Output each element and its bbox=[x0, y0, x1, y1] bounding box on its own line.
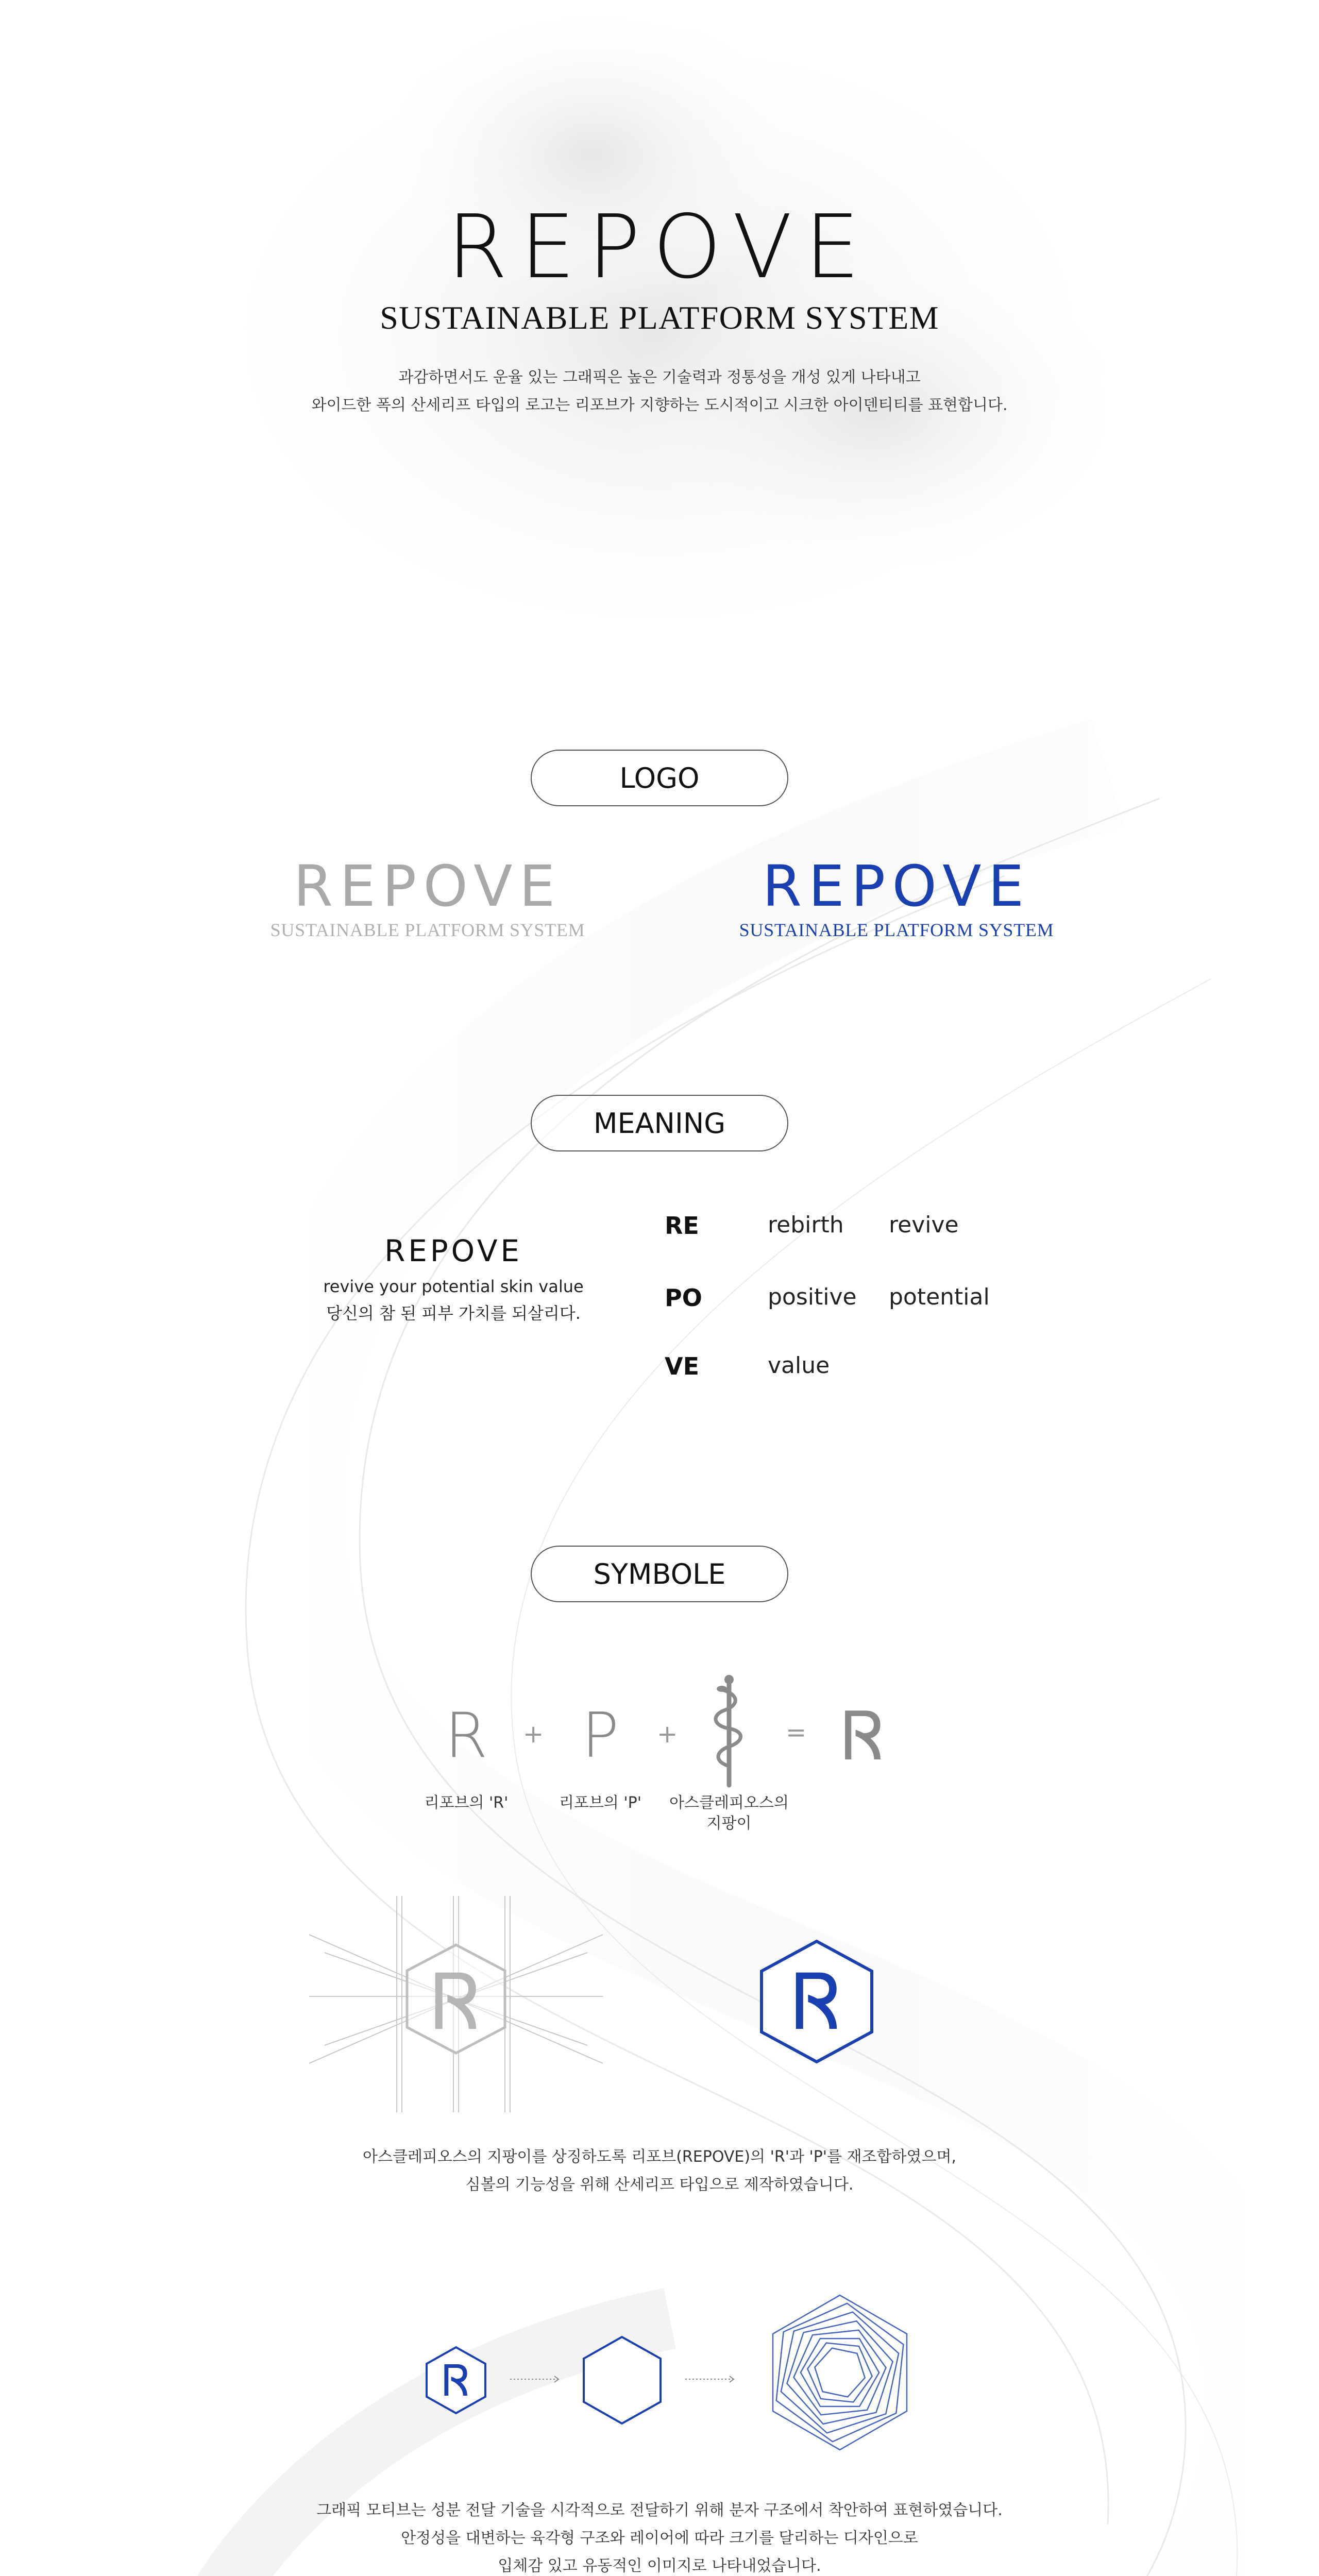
motif-layered-hexagons-icon bbox=[757, 2287, 922, 2458]
glyph-p-icon: P bbox=[581, 1700, 619, 1772]
symbol-construction-grid bbox=[309, 1896, 603, 2112]
meaning-wordmark: REPOVE bbox=[384, 1233, 522, 1268]
hero-tagline: SUSTAINABLE PLATFORM SYSTEM bbox=[380, 299, 939, 336]
caption-r: 리포브의 'R' bbox=[424, 1794, 509, 1812]
logo-blue bbox=[726, 855, 1067, 941]
meaning-section-title: MEANING bbox=[531, 1095, 788, 1151]
logo-grey bbox=[258, 855, 598, 941]
logo-grey-wordmark: REPOVE bbox=[293, 853, 562, 919]
meaning-word-value: value bbox=[768, 1352, 830, 1379]
hero-desc-line-2: 와이드한 폭의 산세리프 타입의 로고는 리포브가 지향하는 도시적이고 시크한 아이덴티티를 표현합니다. bbox=[311, 396, 1008, 414]
meaning-line-1: revive your potential skin value bbox=[323, 1277, 584, 1296]
meaning-word-rebirth: rebirth bbox=[768, 1212, 844, 1238]
symbol-desc-line-1: 아스클레피오스의 지팡이를 상징하도록 리포브(REPOVE)의 'R'과 'P'를 재조합하였으며, bbox=[363, 2148, 956, 2166]
meaning-code-re: RE bbox=[665, 1212, 699, 1240]
motif-arrow-2-icon bbox=[685, 2374, 737, 2384]
motif-hexagon-outline-icon bbox=[580, 2334, 665, 2427]
motif-desc-line-3: 입체감 있고 유동적인 이미지로 나타내었습니다. bbox=[498, 2557, 821, 2575]
meaning-line-2: 당신의 참 된 피부 가치를 되살리다. bbox=[326, 1303, 581, 1323]
logo-section-title: LOGO bbox=[531, 750, 788, 806]
meaning-row-ve bbox=[665, 1352, 1077, 1383]
svg-text:Ꮢ: Ꮢ bbox=[791, 1958, 842, 2047]
meaning-word-revive: revive bbox=[889, 1212, 959, 1238]
logo-blue-tagline: SUSTAINABLE PLATFORM SYSTEM bbox=[739, 920, 1054, 940]
motif-small-symbol-icon bbox=[422, 2344, 489, 2416]
hero-wordmark: REPOVE bbox=[447, 196, 872, 298]
symbol-section-title: SYMBOLE bbox=[531, 1546, 788, 1602]
meaning-row-po bbox=[665, 1284, 1077, 1315]
motif-desc-line-2: 안정성을 대변하는 육각형 구조와 레이어에 따라 크기를 달리하는 디자인으로 bbox=[401, 2529, 918, 2547]
logo-grey-tagline: SUSTAINABLE PLATFORM SYSTEM bbox=[270, 920, 585, 940]
motif-arrow-1-icon bbox=[510, 2374, 562, 2384]
caption-staff-line-1: 아스클레피오스의 bbox=[669, 1794, 789, 1812]
symbol-blue-hexagon bbox=[757, 1937, 876, 2066]
motif-desc-line-1: 그래픽 모티브는 성분 전달 기술을 시각적으로 전달하기 위해 분자 구조에서 착안하여 표현하였습니다. bbox=[316, 2501, 1003, 2519]
svg-text:Ꮢ: Ꮢ bbox=[442, 2355, 470, 2406]
svg-text:Ꮢ: Ꮢ bbox=[841, 1697, 885, 1775]
meaning-row-re bbox=[665, 1212, 1077, 1243]
asclepius-staff-icon bbox=[708, 1674, 750, 1788]
caption-p: 리포브의 'P' bbox=[559, 1794, 642, 1812]
rp-symbol-grey-icon bbox=[824, 1695, 902, 1777]
hero-desc-line-1: 과감하면서도 운율 있는 그래픽은 높은 기술력과 정통성을 개성 있게 나타내고 bbox=[398, 368, 921, 386]
meaning-word-potential: potential bbox=[889, 1284, 990, 1310]
glyph-r-icon: R bbox=[445, 1700, 488, 1772]
symbol-desc-line-2: 심볼의 기능성을 위해 산세리프 타입으로 제작하였습니다. bbox=[465, 2176, 854, 2194]
logo-blue-wordmark: REPOVE bbox=[762, 853, 1031, 919]
plus-sign-2: + bbox=[657, 1720, 678, 1749]
svg-text:Ꮢ: Ꮢ bbox=[431, 1958, 481, 2047]
meaning-word-positive: positive bbox=[768, 1284, 857, 1310]
meaning-left bbox=[299, 1234, 608, 1327]
meaning-code-ve: VE bbox=[665, 1352, 700, 1380]
plus-sign-1: + bbox=[523, 1720, 544, 1749]
caption-staff-line-2: 지팡이 bbox=[706, 1815, 752, 1833]
equals-sign: = bbox=[786, 1718, 807, 1747]
meaning-code-po: PO bbox=[665, 1284, 702, 1312]
